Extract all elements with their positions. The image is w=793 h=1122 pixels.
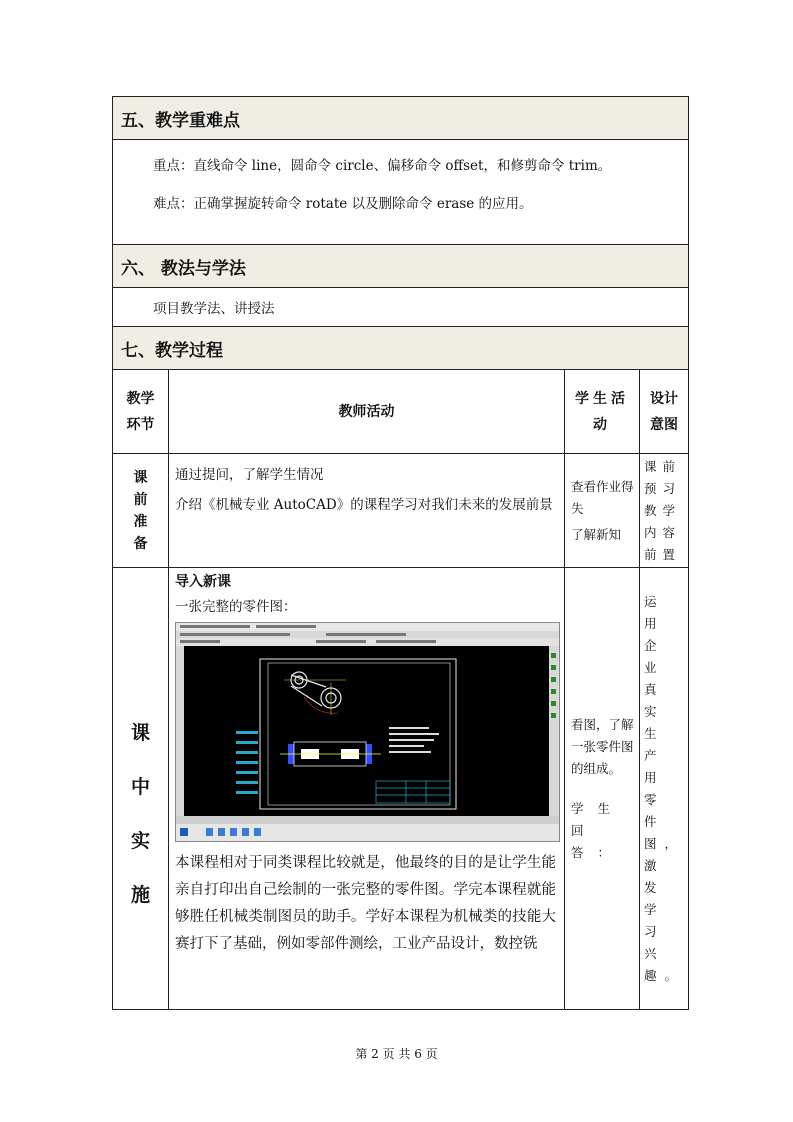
stage-char: 实 — [130, 829, 150, 852]
intro-text: 一张完整的零件图： — [175, 599, 297, 615]
course-description: 本课程相对于同类课程比较就是，他最终的目的是让学生能亲自打印出自己绘制的一张完整的零件图。学完本课程就能够胜任机械类制图员的助手。学好本课程为机械类的技能大赛打下了基础，例如零部件测绘，工业产品设计，数控铣 — [175, 855, 556, 952]
student-preclass — [565, 454, 640, 568]
stage-char: 中 — [130, 775, 150, 798]
teacher-preclass-line1: 通过提问，了解学生情况 — [175, 467, 324, 483]
section-heading-new-lesson: 导入新课 — [175, 574, 231, 590]
design-preclass-text: 课前预习教学内容前置 — [644, 458, 682, 562]
section6-body — [113, 288, 689, 327]
design-preclass — [640, 454, 689, 568]
design-inclass — [640, 568, 689, 1010]
header-stage — [113, 370, 169, 454]
student-inclass-line1: 看图，了解一张零件图的组成。 — [571, 716, 634, 776]
student-preclass-line2: 了解新知 — [571, 526, 622, 542]
cad-screenshot-image — [175, 622, 560, 842]
teacher-inclass — [169, 568, 565, 1010]
teacher-preclass-line2: 介绍《机械专业 AutoCAD》的课程学习对我们未来的发展前景 — [175, 497, 553, 513]
section5-body — [113, 140, 689, 245]
header-design-label: 设计意图 — [650, 390, 678, 433]
section7-heading: 七、教学过程 — [113, 327, 689, 370]
header-student-label: 学生活动 — [575, 390, 629, 433]
lesson-plan-table — [112, 96, 689, 1010]
section6-heading: 六、 教法与学法 — [113, 245, 689, 288]
page-footer: 第 2 页 共 6 页 — [355, 1047, 438, 1061]
stage-preclass — [113, 454, 169, 568]
stage-char: 课 — [130, 721, 150, 744]
stage-char: 课 — [133, 469, 148, 486]
header-stage-label: 教学环节 — [126, 390, 155, 433]
key-point: 重点：直线命令 line，圆命令 circle、偏移命令 offset，和修剪命令 trim。 — [153, 158, 612, 174]
stage-char: 准 — [133, 513, 148, 530]
difficult-point: 难点：正确掌握旋转命令 rotate 以及删除命令 erase 的应用。 — [153, 196, 533, 212]
section5-heading: 五、教学重难点 — [113, 97, 689, 140]
header-design — [640, 370, 689, 454]
stage-inclass — [113, 568, 169, 1010]
stage-char: 施 — [130, 883, 150, 906]
student-preclass-line1: 查看作业得失 — [571, 478, 634, 516]
teacher-preclass — [169, 454, 565, 568]
student-inclass-line2: 学生回答： — [571, 800, 625, 860]
stage-char: 前 — [133, 491, 148, 508]
stage-char: 备 — [133, 535, 148, 552]
teaching-methods: 项目教学法、讲授法 — [153, 301, 275, 317]
student-inclass — [565, 568, 640, 1010]
design-inclass-text: 运用企业真实生产用零件图，激发学习兴趣。 — [644, 593, 686, 983]
header-teacher: 教师活动 — [169, 370, 565, 454]
cad-drawing-icon — [176, 623, 559, 841]
header-student — [565, 370, 640, 454]
